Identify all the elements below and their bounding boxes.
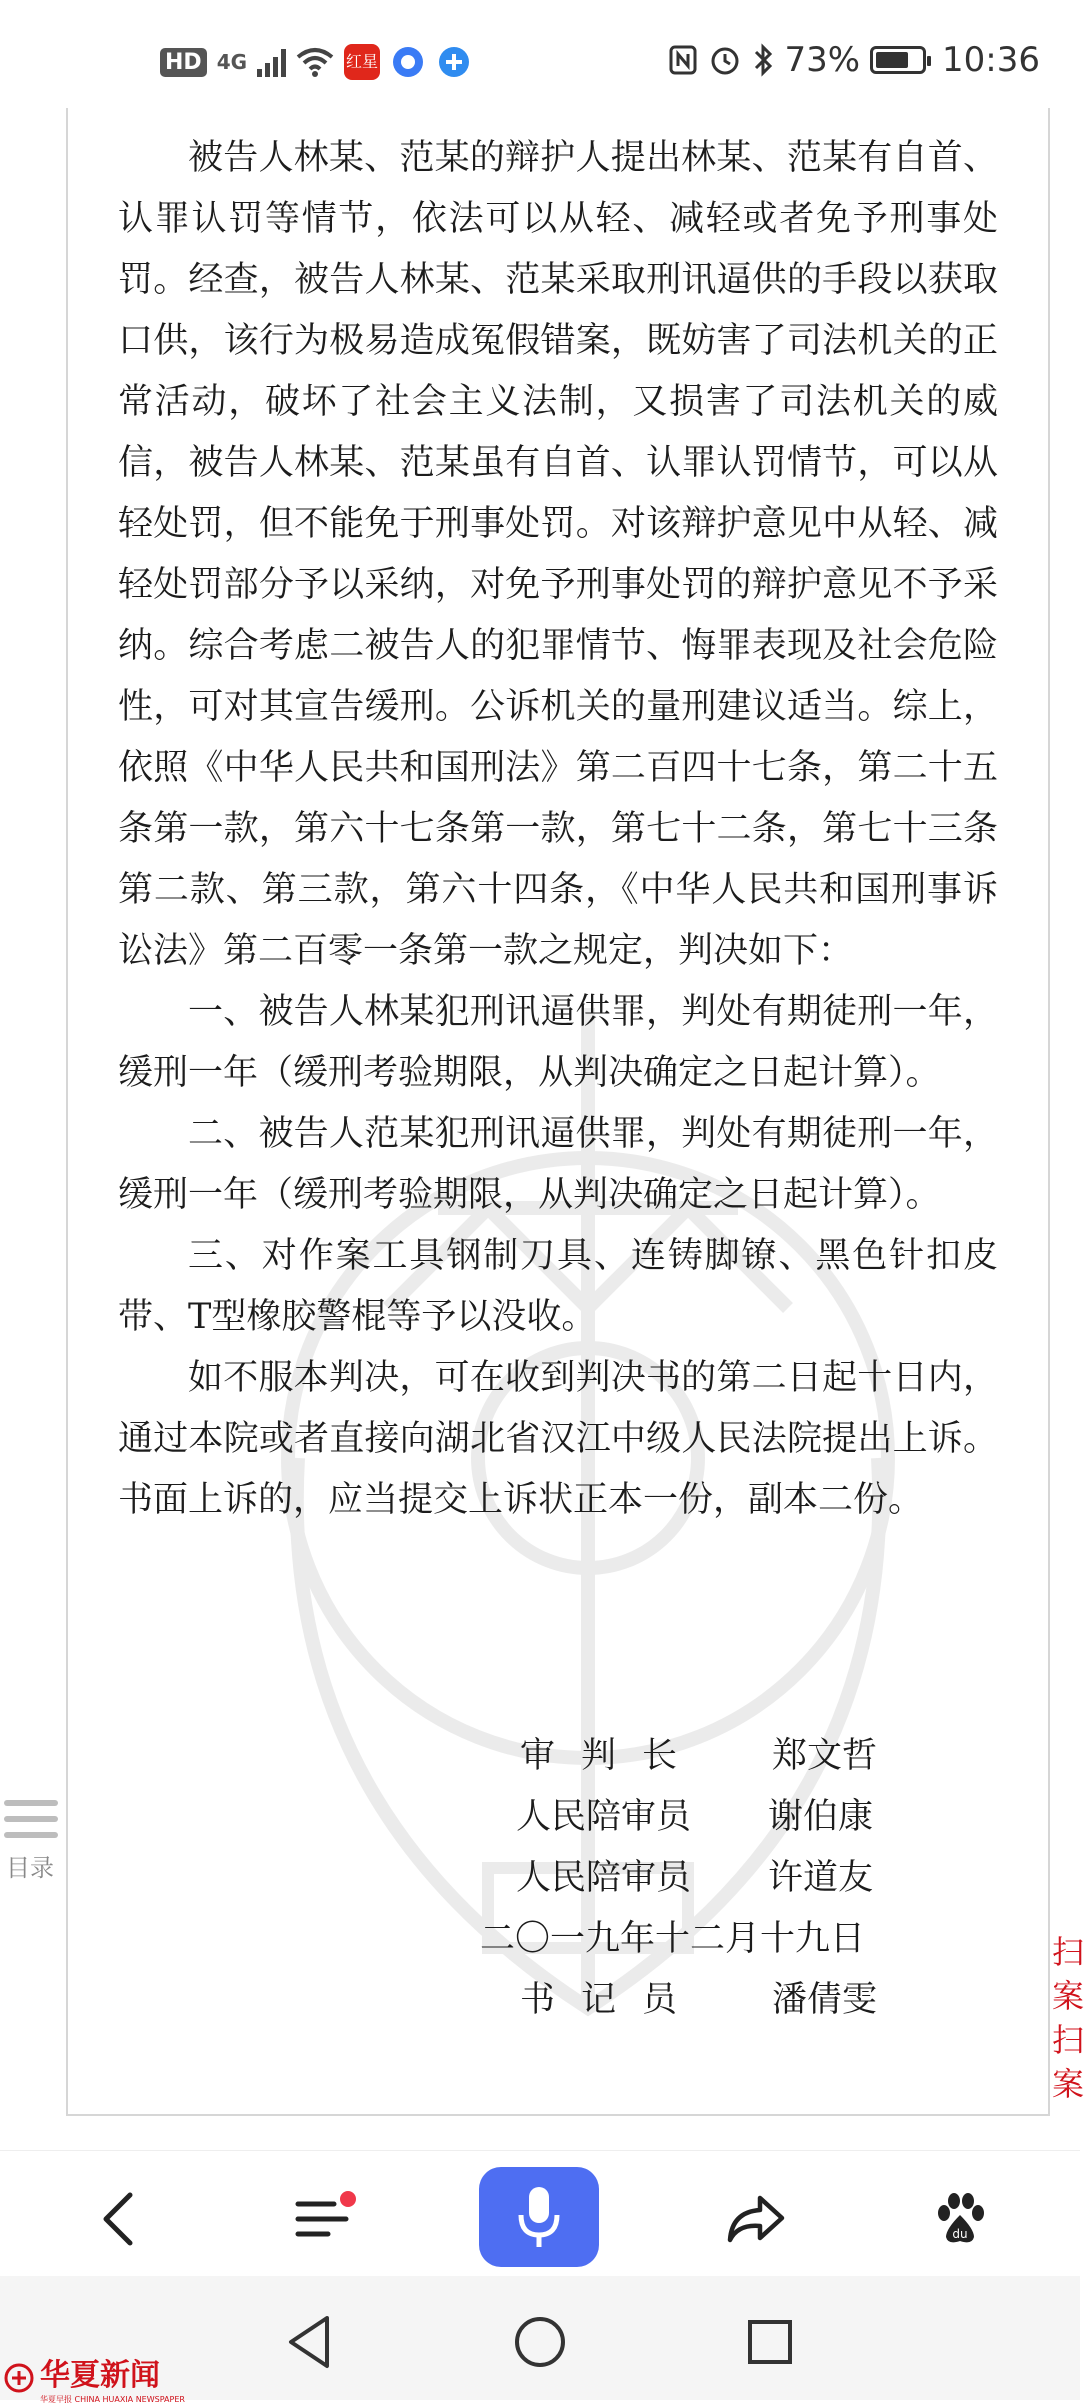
signature-name: 谢伯康 [768, 1797, 874, 1837]
battery-icon [870, 46, 926, 74]
nfc-icon [668, 44, 698, 76]
signature-row-juror-1 [516, 1787, 877, 1848]
microphone-icon [517, 2185, 561, 2249]
browser-notification-icon [390, 44, 426, 80]
toc-button[interactable] [0, 1790, 60, 1883]
signature-date [480, 1909, 877, 1970]
circle-home-icon [512, 2314, 568, 2370]
watermark-title: 华夏新闻 [40, 2358, 160, 2393]
signature-row-juror-2 [516, 1848, 877, 1909]
notification-dot [340, 2191, 356, 2207]
status-bar-right [668, 40, 1040, 80]
signature-name: 郑文哲 [772, 1736, 878, 1776]
network-type: 4G [216, 50, 248, 74]
judgment-body [118, 128, 998, 1531]
news-watermark-logo [4, 2350, 185, 2405]
nav-home-button[interactable] [500, 2302, 580, 2382]
signature-row-clerk [516, 1970, 877, 2031]
back-button[interactable] [68, 2171, 168, 2267]
share-button[interactable] [706, 2171, 806, 2267]
hd-badge: HD [160, 48, 207, 77]
clock: 10:36 [942, 40, 1040, 80]
paragraph-verdict-2: 二、被告人范某犯刑讯逼供罪，判处有期徒刑一年，缓刑一年（缓刑考验期限，从判决确定之日起计算）。 [118, 1114, 998, 1215]
nav-recents-button[interactable] [730, 2302, 810, 2382]
nav-back-button[interactable] [270, 2302, 350, 2382]
news-logo-icon [4, 2363, 34, 2393]
paragraph-verdict-3: 三、对作案工具钢制刀具、连铸脚镣、黑色针扣皮带、T型橡胶警棍等予以没收。 [118, 1236, 998, 1337]
paragraph-appeal: 如不服本判决，可在收到判决书的第二日起十日内，通过本院或者直接向湖北省汉江中级人民法院提出上诉。书面上诉的，应当提交上诉状正本一份，副本二份。 [118, 1358, 998, 1520]
watermark-subtitle: 华夏早报 CHINA HUAXIA NEWSPAPER [40, 2395, 185, 2404]
judgment-document [66, 108, 1050, 2116]
share-arrow-icon [726, 2194, 786, 2244]
app-notification-icon: 红星 [344, 44, 380, 80]
status-bar [0, 0, 1080, 108]
signature-role: 人民陪审员 [516, 1858, 692, 1898]
browser-toolbar [0, 2150, 1080, 2277]
judgment-date: 二〇一九年十二月十九日 [480, 1919, 866, 1959]
voice-search-button[interactable] [479, 2167, 599, 2267]
signature-row-chief-judge [516, 1726, 877, 1787]
app-notification-icon-2 [436, 44, 472, 80]
signature-name: 潘倩雯 [772, 1980, 878, 2020]
signature-block [480, 1726, 878, 2031]
menu-button[interactable] [272, 2171, 372, 2267]
bluetooth-icon [752, 43, 774, 77]
wifi-icon [296, 47, 334, 77]
signature-name: 许道友 [768, 1858, 874, 1898]
signal-icon [257, 47, 286, 77]
svg-text:du: du [952, 2227, 968, 2241]
triangle-back-icon [285, 2314, 335, 2370]
signature-role: 人民陪审员 [516, 1797, 692, 1837]
battery-percent: 73% [784, 40, 861, 80]
baidu-paw-icon [932, 2191, 988, 2247]
baidu-home-button[interactable] [910, 2171, 1010, 2267]
paragraph-verdict-1: 一、被告人林某犯刑讯逼供罪，判处有期徒刑一年，缓刑一年（缓刑考验期限，从判决确定之日起计算）。 [118, 992, 998, 1093]
chevron-left-icon [96, 2189, 140, 2249]
alarm-icon [708, 43, 742, 77]
toc-list-icon [4, 1800, 58, 1838]
paragraph-reasoning: 被告人林某、范某的辩护人提出林某、范某有自首、认罪认罚等情节，依法可以从轻、减轻或者免予刑事处罚。经查，被告人林某、范某采取刑讯逼供的手段以获取口供，该行为极易造成冤假错案，既妨害了司法机关的正常活动，破坏了社会主义法制，又损害了司法机关的威信，被告人林某、范某虽有自首、认罪认罚情节，可以从轻处罚，但不能免于刑事处罚。对该辩护意见中从轻、减轻处罚部分予以采纳，对免予刑事处罚的辩护意见不予采纳。综合考虑二被告人的犯罪情节、悔罪表现及社会危险性，可对其宣告缓刑。公诉机关的量刑建议适当。综上，依照《中华人民共和国刑法》第二百四十七条，第二十五条第一款，第六十七条第一款，第七十二条，第七十三条第二款、第三款，第六十四条，《中华人民共和国刑事诉讼法》第二百零一条第一款之规定，判决如下： [118, 138, 998, 971]
side-edge-text: 扫 案 扫 案 [1052, 1933, 1084, 2103]
signature-role: 审判长 [520, 1736, 704, 1776]
square-recents-icon [745, 2317, 795, 2367]
toc-label: 目录 [6, 1854, 54, 1882]
status-bar-left [160, 44, 472, 80]
signature-role: 书记员 [520, 1980, 704, 2020]
